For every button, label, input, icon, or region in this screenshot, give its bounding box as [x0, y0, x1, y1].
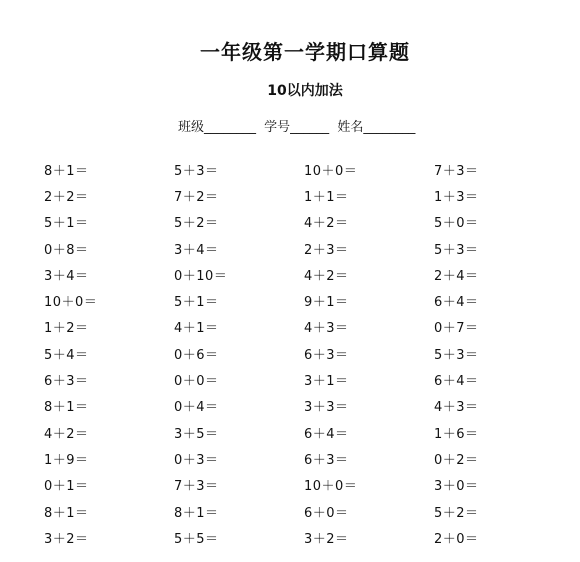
math-problem: 10＋0＝ — [44, 295, 98, 311]
math-problem: 0＋3＝ — [174, 452, 219, 468]
math-problem: 0＋6＝ — [174, 347, 219, 363]
math-problem: 2＋2＝ — [44, 189, 89, 205]
problem-row — [44, 261, 564, 287]
math-problem: 4＋3＝ — [304, 321, 349, 337]
math-problem: 8＋1＝ — [44, 400, 89, 416]
math-problem: 3＋2＝ — [44, 531, 89, 547]
problem-row — [44, 156, 564, 182]
math-problem: 5＋4＝ — [44, 347, 89, 363]
math-problem: 6＋4＝ — [434, 295, 479, 311]
math-problem: 5＋1＝ — [44, 216, 89, 232]
math-problem: 4＋3＝ — [434, 400, 479, 416]
math-problem: 5＋2＝ — [174, 216, 219, 232]
math-problem: 1＋2＝ — [44, 321, 89, 337]
problem-row — [44, 445, 564, 471]
math-problem: 3＋3＝ — [304, 400, 349, 416]
math-problem: 4＋2＝ — [304, 268, 349, 284]
student-info-line — [178, 116, 419, 135]
math-problem: 3＋4＝ — [44, 268, 89, 284]
math-problem: 6＋4＝ — [434, 374, 479, 390]
math-problem: 1＋3＝ — [434, 189, 479, 205]
problem-row — [44, 314, 564, 340]
class-field: 班级________ — [178, 120, 257, 135]
math-problem: 0＋7＝ — [434, 321, 479, 337]
math-problem: 2＋4＝ — [434, 268, 479, 284]
math-problem: 7＋3＝ — [174, 479, 219, 495]
math-problem: 3＋1＝ — [304, 374, 349, 390]
math-problem: 7＋3＝ — [434, 163, 479, 179]
student-number-field: 学号______ — [264, 120, 330, 135]
math-problem: 5＋3＝ — [174, 163, 219, 179]
math-problem: 10＋0＝ — [304, 479, 358, 495]
problem-row — [44, 366, 564, 392]
math-problem: 4＋1＝ — [174, 321, 219, 337]
math-problem: 8＋1＝ — [174, 505, 219, 521]
math-problem: 0＋4＝ — [174, 400, 219, 416]
page-title: 一年级第一学期口算题 — [200, 40, 410, 64]
problem-row — [44, 235, 564, 261]
math-problem: 0＋10＝ — [174, 268, 228, 284]
problem-row — [44, 472, 564, 498]
math-problem: 5＋0＝ — [434, 216, 479, 232]
math-problem: 0＋2＝ — [434, 452, 479, 468]
math-problem: 1＋6＝ — [434, 426, 479, 442]
math-problem: 3＋0＝ — [434, 479, 479, 495]
math-problem: 5＋1＝ — [174, 295, 219, 311]
math-problem: 0＋0＝ — [174, 374, 219, 390]
problem-row — [44, 419, 564, 445]
math-problem: 9＋1＝ — [304, 295, 349, 311]
math-problem: 2＋0＝ — [434, 531, 479, 547]
problem-row — [44, 524, 564, 550]
problem-row — [44, 182, 564, 208]
math-problem: 5＋3＝ — [434, 242, 479, 258]
math-problem: 2＋3＝ — [304, 242, 349, 258]
problem-grid — [44, 156, 564, 550]
math-problem: 3＋2＝ — [304, 531, 349, 547]
problem-row — [44, 287, 564, 313]
math-problem: 3＋5＝ — [174, 426, 219, 442]
math-problem: 10＋0＝ — [304, 163, 358, 179]
problem-row — [44, 209, 564, 235]
math-problem: 5＋3＝ — [434, 347, 479, 363]
math-problem: 6＋3＝ — [304, 347, 349, 363]
student-name-field: 姓名________ — [337, 120, 416, 135]
section-subtitle: 10以内加法 — [267, 83, 343, 99]
math-problem: 6＋3＝ — [44, 374, 89, 390]
problem-row — [44, 393, 564, 419]
math-problem: 6＋0＝ — [304, 505, 349, 521]
math-problem: 4＋2＝ — [44, 426, 89, 442]
math-problem: 0＋1＝ — [44, 479, 89, 495]
math-problem: 1＋1＝ — [304, 189, 349, 205]
math-problem: 1＋9＝ — [44, 452, 89, 468]
problem-row — [44, 340, 564, 366]
math-problem: 3＋4＝ — [174, 242, 219, 258]
problem-row — [44, 498, 564, 524]
math-problem: 7＋2＝ — [174, 189, 219, 205]
math-problem: 6＋3＝ — [304, 452, 349, 468]
math-problem: 5＋2＝ — [434, 505, 479, 521]
math-problem: 0＋8＝ — [44, 242, 89, 258]
math-problem: 8＋1＝ — [44, 505, 89, 521]
math-problem: 4＋2＝ — [304, 216, 349, 232]
math-problem: 5＋5＝ — [174, 531, 219, 547]
math-problem: 6＋4＝ — [304, 426, 349, 442]
math-problem: 8＋1＝ — [44, 163, 89, 179]
